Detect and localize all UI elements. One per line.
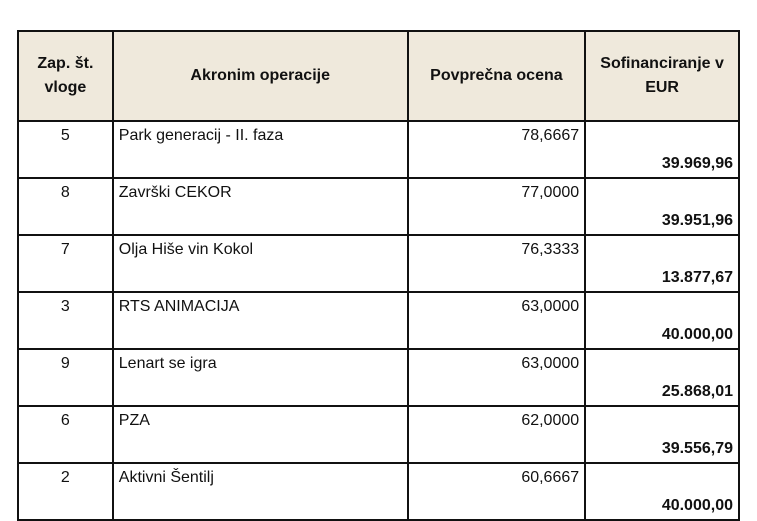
table-row (18, 235, 739, 292)
average-score-cell: 77,0000 (408, 178, 586, 235)
average-score-cell: 63,0000 (408, 349, 586, 406)
acronym-cell: PZA (113, 406, 408, 463)
cofinancing-cell: 25.868,01 (585, 349, 739, 406)
acronym-cell: Olja Hiše vin Kokol (113, 235, 408, 292)
application-no-cell: 2 (18, 463, 113, 520)
results-table (17, 30, 740, 521)
header-cofinancing: Sofinanciranje v EUR (585, 31, 739, 121)
acronym-cell: Lenart se igra (113, 349, 408, 406)
header-application-no: Zap. št. vloge (18, 31, 113, 121)
application-no-cell: 7 (18, 235, 113, 292)
header-row (18, 31, 739, 121)
cofinancing-cell: 13.877,67 (585, 235, 739, 292)
average-score-cell: 60,6667 (408, 463, 586, 520)
average-score-cell: 63,0000 (408, 292, 586, 349)
cofinancing-cell: 39.969,96 (585, 121, 739, 178)
cofinancing-cell: 39.556,79 (585, 406, 739, 463)
application-no-cell: 3 (18, 292, 113, 349)
table-row (18, 178, 739, 235)
header-acronym: Akronim operacije (113, 31, 408, 121)
average-score-cell: 76,3333 (408, 235, 586, 292)
application-no-cell: 9 (18, 349, 113, 406)
cofinancing-cell: 40.000,00 (585, 463, 739, 520)
application-no-cell: 5 (18, 121, 113, 178)
header-average-score: Povprečna ocena (408, 31, 586, 121)
cofinancing-cell: 40.000,00 (585, 292, 739, 349)
application-no-cell: 6 (18, 406, 113, 463)
average-score-cell: 62,0000 (408, 406, 586, 463)
table-row (18, 463, 739, 520)
application-no-cell: 8 (18, 178, 113, 235)
table-row (18, 121, 739, 178)
table-row (18, 349, 739, 406)
average-score-cell: 78,6667 (408, 121, 586, 178)
table-row (18, 406, 739, 463)
cofinancing-cell: 39.951,96 (585, 178, 739, 235)
acronym-cell: Park generacij - II. faza (113, 121, 408, 178)
table-row (18, 292, 739, 349)
acronym-cell: Završki CEKOR (113, 178, 408, 235)
acronym-cell: Aktivni Šentilj (113, 463, 408, 520)
acronym-cell: RTS ANIMACIJA (113, 292, 408, 349)
